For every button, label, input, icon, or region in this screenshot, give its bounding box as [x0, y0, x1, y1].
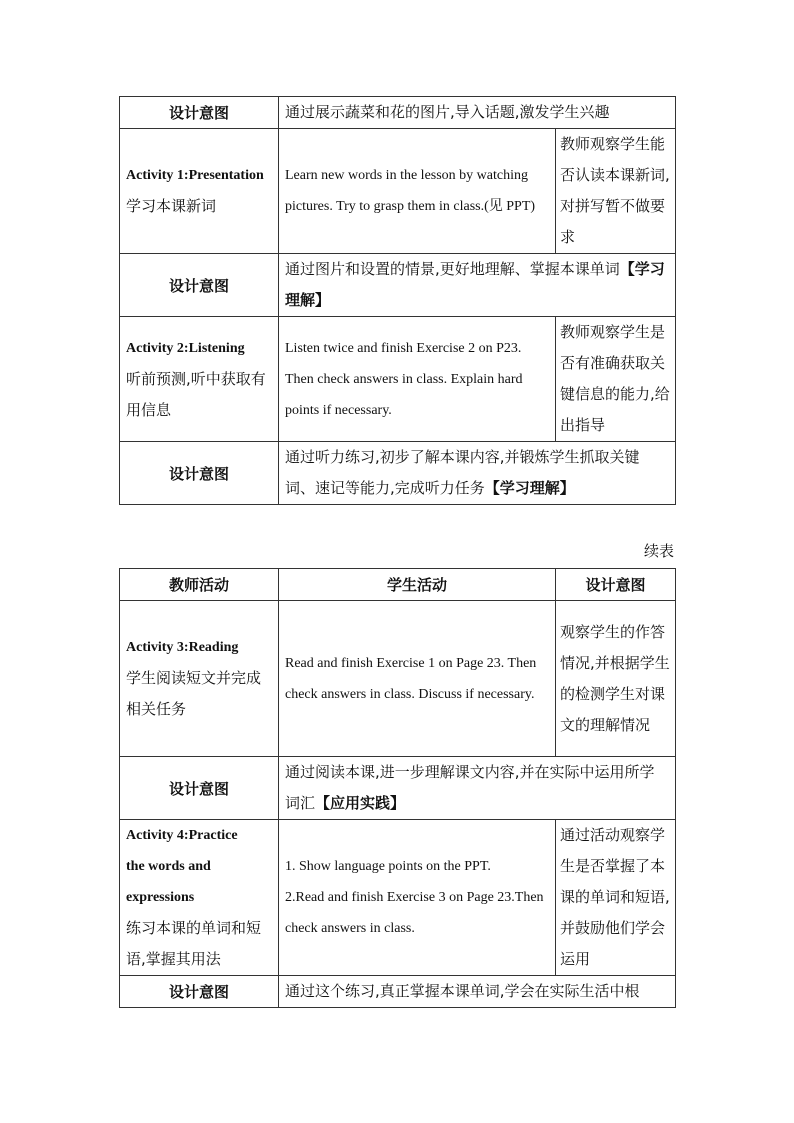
activity-subtitle: 练习本课的单词和短语,掌握其用法: [126, 919, 262, 968]
intent-tag: 【应用实践】: [315, 794, 406, 812]
intent-body: 通过阅读本课,进一步理解课文内容,并在实际中运用所学词汇: [285, 763, 655, 812]
intent-heading: 设计意图: [120, 757, 279, 820]
header-row: [120, 569, 676, 601]
activity-title-line-1: Activity 4:Practice: [126, 828, 238, 843]
activity-title: Activity 1:Presentation: [126, 168, 264, 183]
student-activity-cell: Listen twice and finish Exercise 2 on P23. Then check answers in class. Explain hard points if necessary.: [279, 317, 556, 442]
activity-row-1: [120, 129, 676, 254]
intent-row-1: [120, 254, 676, 317]
student-activity-cell: Read and finish Exercise 1 on Page 23. Then check answers in class. Discuss if necessary.: [279, 601, 556, 757]
student-activity-cell: Learn new words in the lesson by watching pictures. Try to grasp them in class.(见 PPT): [279, 129, 556, 254]
activity-row-2: [120, 317, 676, 442]
continued-label: 续表: [643, 542, 674, 560]
intent-body: 通过听力练习,初步了解本课内容,并锻炼学生抓取关键词、速记等能力,完成听力任务: [285, 448, 640, 497]
teacher-activity-cell: [120, 601, 279, 757]
design-note-cell: 通过活动观察学生是否掌握了本课的单词和短语,并鼓励他们学会运用: [556, 820, 676, 976]
activity-title: Activity 2:Listening: [126, 340, 245, 356]
student-activity-cell: [279, 820, 556, 976]
activity-row-4: [120, 820, 676, 976]
intent-row-3: [120, 757, 676, 820]
activity-title-line-3: expressions: [126, 890, 195, 905]
intent-heading: 设计意图: [120, 976, 279, 1008]
intent-body: 通过图片和设置的情景,更好地理解、掌握本课单词: [285, 260, 620, 278]
header-teacher-activity: 教师活动: [120, 569, 279, 601]
intent-row-2: [120, 442, 676, 505]
activity-subtitle: 学生阅读短文并完成相关任务: [126, 669, 262, 718]
intent-tag: 【学习理解】: [484, 479, 575, 497]
intent-text: [279, 254, 676, 317]
design-note-cell: 教师观察学生是否有准确获取关键信息的能力,给出指导: [556, 317, 676, 442]
intent-row-0: [120, 97, 676, 129]
intent-text: [279, 757, 676, 820]
intent-text: 通过这个练习,真正掌握本课单词,学会在实际生活中根: [279, 976, 676, 1008]
design-note-cell: 观察学生的作答情况,并根据学生的检测学生对课文的理解情况: [556, 601, 676, 757]
teacher-activity-cell: [120, 317, 279, 442]
header-student-activity: 学生活动: [279, 569, 556, 601]
intent-heading: 设计意图: [120, 254, 279, 317]
lesson-plan-table-1: [119, 96, 676, 505]
activity-subtitle: 听前预测,听中获取有用信息: [126, 369, 266, 419]
activity-title: Activity 3:Reading: [126, 640, 239, 655]
student-step-1: 1. Show language points on the PPT.: [285, 859, 491, 874]
teacher-activity-cell: [120, 129, 279, 254]
teacher-activity-cell: [120, 820, 279, 976]
intent-heading: 设计意图: [120, 442, 279, 505]
header-design-intent: 设计意图: [556, 569, 676, 601]
intent-heading: 设计意图: [120, 97, 279, 129]
activity-title-line-2: the words and: [126, 859, 211, 874]
intent-tag: 【学习理解】: [285, 260, 665, 309]
intent-text: [279, 442, 676, 505]
student-step-2: 2.Read and finish Exercise 3 on Page 23.Then check answers in class.: [285, 890, 544, 936]
intent-row-4: [120, 976, 676, 1008]
design-note-cell: 教师观察学生能否认读本课新词,对拼写暂不做要求: [556, 129, 676, 254]
intent-text: 通过展示蔬菜和花的图片,导入话题,激发学生兴趣: [279, 97, 676, 129]
activity-subtitle: 学习本课新词: [126, 197, 217, 215]
lesson-plan-table-2: [119, 568, 676, 1008]
activity-row-3: [120, 601, 676, 757]
